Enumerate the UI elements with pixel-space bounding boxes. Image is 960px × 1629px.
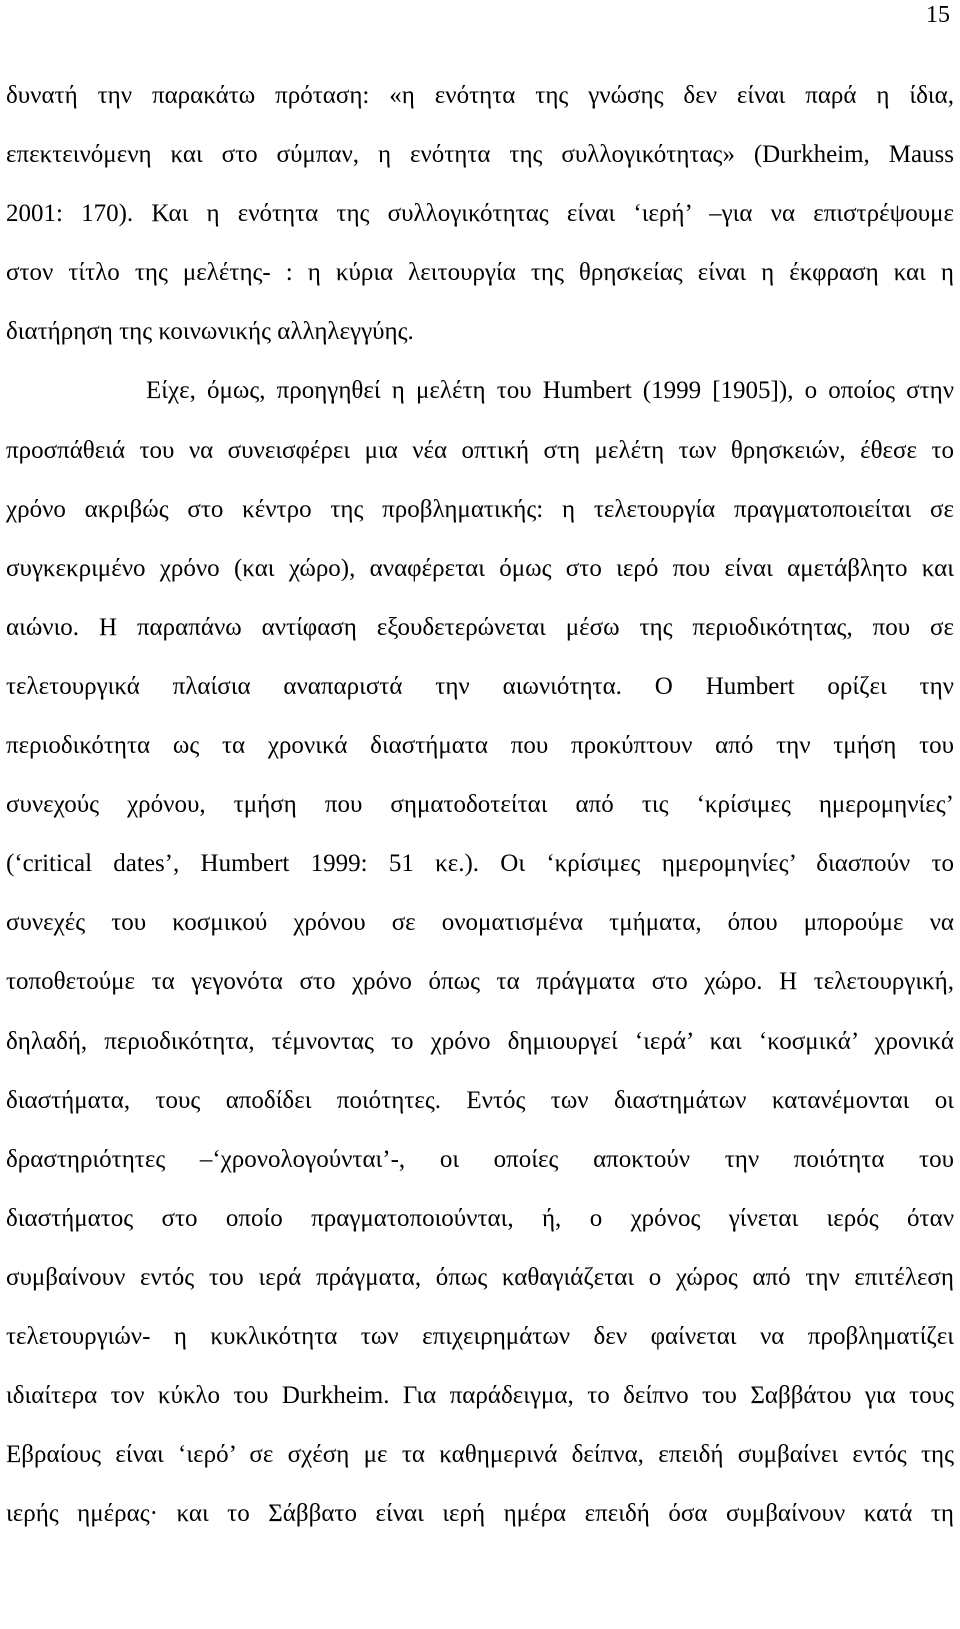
- text-line: διαστήματα, τους αποδίδει ποιότητες. Εντός των διαστημάτων κατανέμονται οι: [6, 1086, 954, 1114]
- text-line: συνεχές του κοσμικού χρόνου σε ονοματισμένα τμήματα, όπου μπορούμε να: [6, 909, 954, 937]
- text-line: στον τίτλο της μελέτης- : η κύρια λειτουργία της θρησκείας είναι η έκφραση και η: [6, 259, 954, 287]
- text-line: τοποθετούμε τα γεγονότα στο χρόνο όπως τα πράγματα στο χώρο. Η τελετουργική,: [6, 968, 954, 996]
- text-line: συμβαίνουν εντός του ιερά πράγματα, όπως καθαγιάζεται ο χώρος από την επιτέλεση: [6, 1263, 954, 1291]
- text-line: προσπάθειά του να συνεισφέρει μια νέα οπτική στη μελέτη των θρησκειών, έθεσε το: [6, 436, 954, 464]
- document-body: [6, 66, 954, 1543]
- paragraph-2: [6, 361, 954, 1543]
- text-line: δραστηριότητες –‘χρονολογούνται’-, οι οποίες αποκτούν την ποιότητα του: [6, 1145, 954, 1173]
- text-line: συγκεκριμένο χρόνο (και χώρο), αναφέρεται όμως στο ιερό που είναι αμετάβλητο και: [6, 554, 954, 582]
- paragraph-1: [6, 66, 954, 361]
- text-line: Εβραίους είναι ‘ιερό’ σε σχέση με τα καθημερινά δείπνα, επειδή συμβαίνει εντός της: [6, 1441, 954, 1469]
- text-line: αιώνιο. Η παραπάνω αντίφαση εξουδετερώνεται μέσω της περιοδικότητας, που σε: [6, 613, 954, 641]
- text-line: επεκτεινόμενη και στο σύμπαν, η ενότητα της συλλογικότητας» (Durkheim, Mauss: [6, 141, 954, 169]
- text-line: (‘critical dates’, Humbert 1999: 51 κε.). Οι ‘κρίσιμες ημερομηνίες’ διασπούν το: [6, 850, 954, 878]
- page-number: 15: [926, 2, 950, 28]
- text-line: Είχε, όμως, προηγηθεί η μελέτη του Humbert (1999 [1905]), ο οποίος στην: [146, 377, 954, 405]
- text-line: διατήρηση της κοινωνικής αλληλεγγύης.: [6, 318, 414, 346]
- text-line: συνεχούς χρόνου, τμήση που σηματοδοτείται από τις ‘κρίσιμες ημερομηνίες’: [6, 791, 954, 819]
- text-line: δυνατή την παρακάτω πρόταση: «η ενότητα της γνώσης δεν είναι παρά η ίδια,: [6, 82, 954, 109]
- text-line: 2001: 170). Και η ενότητα της συλλογικότητας είναι ‘ιερή’ –για να επιστρέψουμε: [6, 200, 954, 228]
- text-line: δηλαδή, περιοδικότητα, τέμνοντας το χρόνο δημιουργεί ‘ιερά’ και ‘κοσμικά’ χρονικά: [6, 1027, 954, 1055]
- text-line: τελετουργιών- η κυκλικότητα των επιχειρημάτων δεν φαίνεται να προβληματίζει: [6, 1322, 954, 1350]
- text-line: τελετουργικά πλαίσια αναπαριστά την αιωνιότητα. Ο Humbert ορίζει την: [6, 672, 954, 700]
- text-line: χρόνο ακριβώς στο κέντρο της προβληματικής: η τελετουργία πραγματοποιείται σε: [6, 495, 954, 523]
- text-line: διαστήματος στο οποίο πραγματοποιούνται, ή, ο χρόνος γίνεται ιερός όταν: [6, 1204, 954, 1232]
- text-line: ιδιαίτερα τον κύκλο του Durkheim. Για παράδειγμα, το δείπνο του Σαββάτου για τους: [6, 1382, 954, 1410]
- text-line: περιοδικότητα ως τα χρονικά διαστήματα που προκύπτουν από την τμήση του: [6, 732, 954, 760]
- text-line: ιερής ημέρας· και το Σάββατο είναι ιερή ημέρα επειδή όσα συμβαίνουν κατά τη: [6, 1500, 954, 1528]
